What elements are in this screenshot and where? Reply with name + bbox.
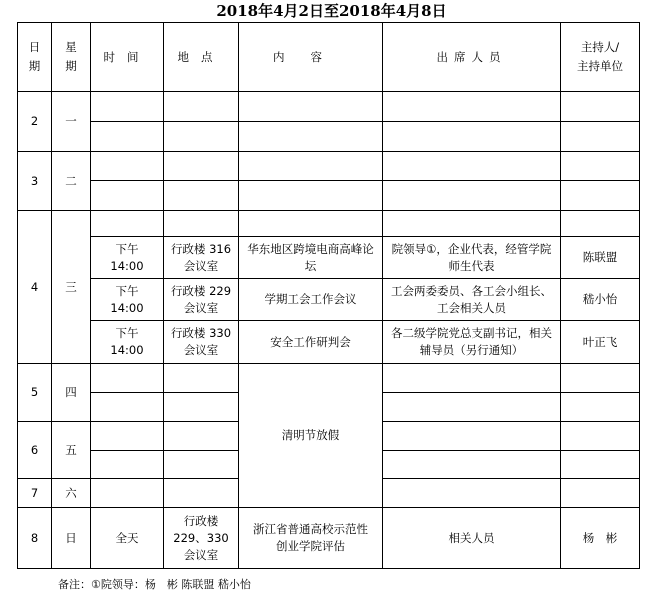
time-cell: [91, 181, 164, 211]
header-content: [239, 23, 383, 92]
footnote: 备注：①院领导：杨 彬 陈联盟 嵇小怡: [58, 578, 251, 591]
weekday-cell: 日: [52, 508, 91, 569]
table-row: [18, 211, 640, 237]
time-cell: 下午 14:00: [91, 237, 164, 279]
content-cell: 安全工作研判会: [239, 321, 383, 364]
host-cell: 杨 彬: [561, 508, 640, 569]
place-cell: [164, 152, 239, 181]
time-cell: [91, 92, 164, 122]
content-cell: [239, 211, 383, 237]
host-cell: [561, 422, 640, 451]
date-cell: 6: [18, 422, 52, 479]
host-cell: [561, 479, 640, 508]
attendees-cell: [383, 422, 561, 451]
table-row: [18, 508, 640, 569]
attendees-cell: [383, 364, 561, 393]
host-cell: [561, 181, 640, 211]
header-content-text: 内容: [273, 49, 348, 64]
time-cell: [91, 422, 164, 451]
place-cell: 行政楼 229、330 会议室: [164, 508, 239, 569]
weekday-cell: 六: [52, 479, 91, 508]
page-title: 2018年4月2日至2018年4月8日: [216, 2, 447, 20]
place-cell: [164, 181, 239, 211]
place-cell: [164, 479, 239, 508]
host-cell: [561, 211, 640, 237]
header-time-text: 时间: [103, 49, 151, 64]
host-cell: 嵇小怡: [561, 279, 640, 321]
date-cell: 2: [18, 92, 52, 152]
host-cell: [561, 364, 640, 393]
weekday-cell: 三: [52, 211, 91, 364]
table-row: [18, 321, 640, 364]
place-cell: [164, 92, 239, 122]
table-row: [18, 237, 640, 279]
place-cell: [164, 364, 239, 393]
host-cell: [561, 393, 640, 422]
attendees-cell: 工会两委委员、各工会小组长、工会相关人员: [383, 279, 561, 321]
date-cell: 4: [18, 211, 52, 364]
date-cell: 7: [18, 479, 52, 508]
weekday-cell: 四: [52, 364, 91, 422]
table-row: [18, 152, 640, 181]
place-cell: [164, 211, 239, 237]
header-host: [561, 23, 640, 92]
attendees-cell: [383, 211, 561, 237]
host-cell: [561, 122, 640, 152]
header-host-line2: 主持单位: [577, 59, 623, 73]
schedule-table: [17, 22, 640, 569]
date-cell: 3: [18, 152, 52, 211]
content-cell: 学期工会工作会议: [239, 279, 383, 321]
host-cell: [561, 92, 640, 122]
time-cell: [91, 211, 164, 237]
attendees-cell: [383, 181, 561, 211]
date-cell: 5: [18, 364, 52, 422]
content-cell: [239, 92, 383, 122]
time-cell: [91, 393, 164, 422]
weekday-cell: 二: [52, 152, 91, 211]
place-cell: [164, 122, 239, 152]
attendees-cell: 院领导①，企业代表，经管学院师生代表: [383, 237, 561, 279]
table-row: [18, 364, 640, 393]
place-cell: [164, 451, 239, 479]
table-row: [18, 122, 640, 152]
table-row: [18, 279, 640, 321]
content-cell: [239, 181, 383, 211]
attendees-cell: [383, 122, 561, 152]
attendees-cell: [383, 393, 561, 422]
weekday-cell: 五: [52, 422, 91, 479]
content-cell: [239, 152, 383, 181]
header-weekday-text: 星期: [65, 40, 77, 73]
header-date-text: 日期: [28, 40, 41, 73]
host-cell: 叶正飞: [561, 321, 640, 364]
place-cell: [164, 393, 239, 422]
header-weekday: [52, 23, 91, 92]
table-row: [18, 181, 640, 211]
time-cell: [91, 364, 164, 393]
content-cell: [239, 122, 383, 152]
content-cell: 华东地区跨境电商高峰论坛: [239, 237, 383, 279]
attendees-cell: [383, 92, 561, 122]
time-cell: 下午 14:00: [91, 279, 164, 321]
header-time: [91, 23, 164, 92]
holiday-cell: 清明节放假: [239, 364, 383, 508]
header-attendees: [383, 23, 561, 92]
place-cell: [164, 422, 239, 451]
time-cell: [91, 152, 164, 181]
date-cell: 8: [18, 508, 52, 569]
time-cell: [91, 479, 164, 508]
host-cell: 陈联盟: [561, 237, 640, 279]
place-cell: 行政楼 330 会议室: [164, 321, 239, 364]
header-date: [18, 23, 52, 92]
attendees-cell: 相关人员: [383, 508, 561, 569]
header-place: [164, 23, 239, 92]
content-cell: 浙江省普通高校示范性创业学院评估: [239, 508, 383, 569]
time-cell: [91, 451, 164, 479]
time-cell: 全天: [91, 508, 164, 569]
host-cell: [561, 152, 640, 181]
host-cell: [561, 451, 640, 479]
header-row: [18, 23, 640, 92]
table-row: [18, 92, 640, 122]
time-cell: [91, 122, 164, 152]
attendees-cell: [383, 152, 561, 181]
attendees-cell: [383, 479, 561, 508]
header-host-line1: 主持人/: [580, 40, 620, 54]
weekday-cell: 一: [52, 92, 91, 152]
place-cell: 行政楼 229 会议室: [164, 279, 239, 321]
header-place-text: 地点: [177, 49, 225, 64]
attendees-cell: 各二级学院党总支副书记，相关辅导员（另行通知）: [383, 321, 561, 364]
place-cell: 行政楼 316 会议室: [164, 237, 239, 279]
time-cell: 下午 14:00: [91, 321, 164, 364]
header-attendees-text: 出席人员: [436, 49, 507, 64]
attendees-cell: [383, 451, 561, 479]
